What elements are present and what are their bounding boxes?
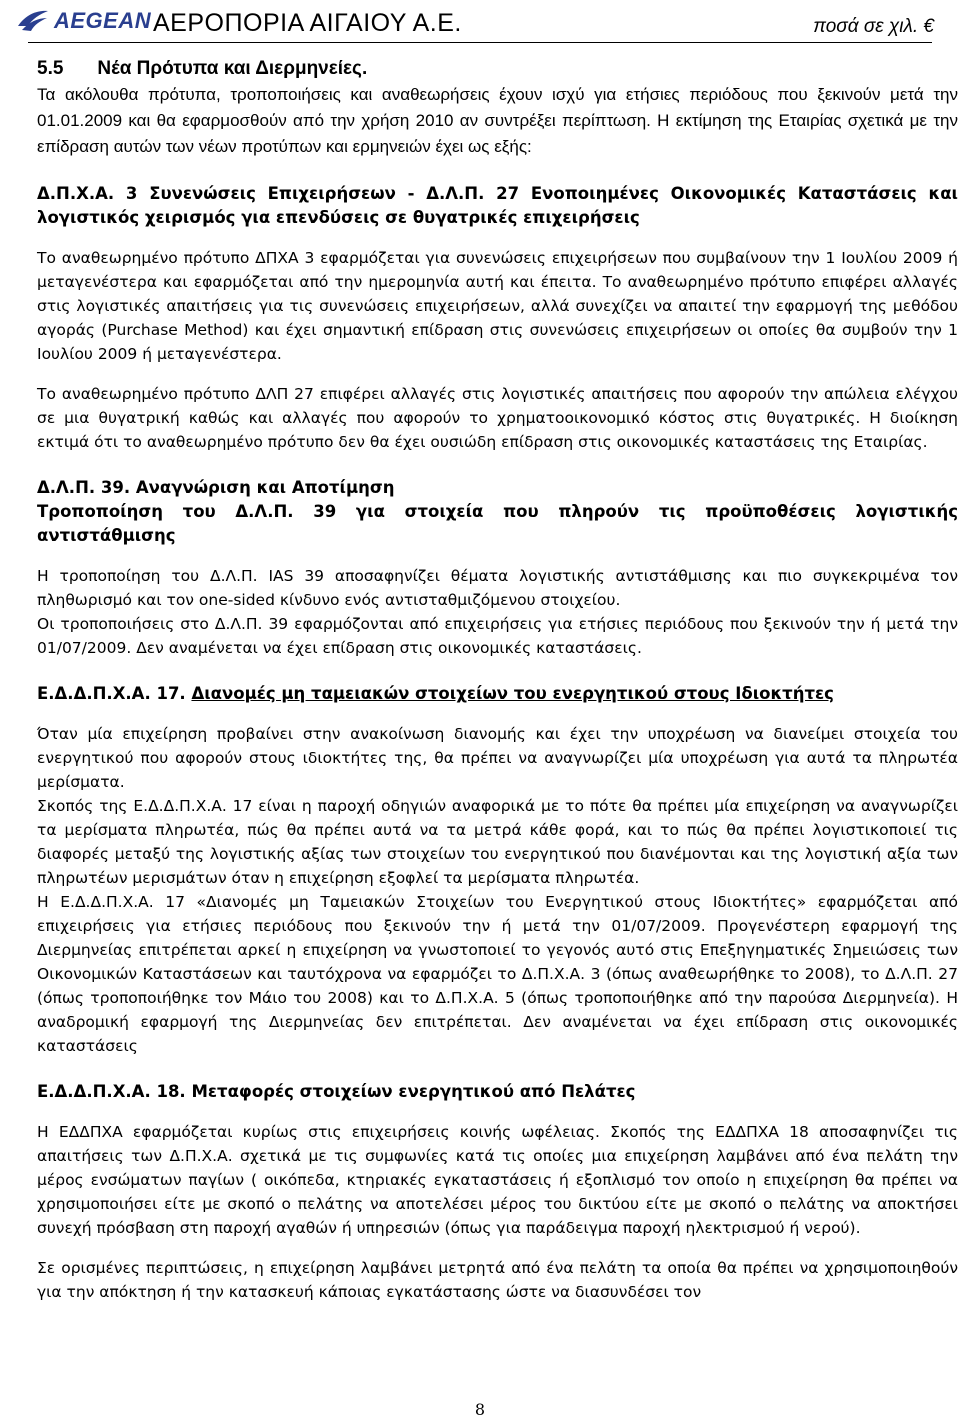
section-heading: Νέα Πρότυπα και Διερμηνείες. bbox=[97, 58, 368, 79]
ias39-paragraph-1: Η τροποποίηση του Δ.Λ.Π. IAS 39 αποσαφηνίζει θέματα λογιστικής αντιστάθμισης και πιο συγκεκριμένα τον πληθωρισμό και τον one-sided κίνδυνο ενός αντισταθμιζόμενου στοιχείου. bbox=[37, 567, 958, 609]
header-rule bbox=[28, 42, 932, 43]
ifric18-heading bbox=[37, 1080, 958, 1104]
company-name: ΑΕΡΟΠΟΡΙΑ ΑΙΓΑΙΟΥ Α.Ε. bbox=[153, 9, 462, 37]
ias39-heading: Δ.Λ.Π. 39. Αναγνώριση και Αποτίμηση bbox=[37, 478, 395, 497]
ifric18-heading-title: Μεταφορές στοιχείων ενεργητικού από Πελάτες bbox=[191, 1082, 636, 1101]
ifric18-heading-prefix: Ε.Δ.Δ.Π.Χ.Α. 18. bbox=[37, 1082, 186, 1101]
section-number: 5.5 bbox=[37, 58, 64, 79]
currency-units: ποσά σε χιλ. € bbox=[813, 16, 934, 37]
ifric18-paragraph-1: Η ΕΔΔΠΧΑ εφαρμόζεται κυρίως στις επιχειρήσεις κοινής ωφέλειας. Σκοπός της ΕΔΔΠΧΑ 18 αποσαφηνίζει τις απαιτήσεις των Δ.Π.Χ.Α. σχετικά με τις συμφωνίες κατά τις οποίες μια επιχείρηση λαμβάνει από ένα πελάτη την μέρος ενσώματων παγίων ( οικόπεδα, κτηριακές εγκαταστάσεις ή εξοπλισμό τον οποίο η επιχείρηση θα πρέπει να χρησιμοποιήσει είτε με σκοπό ο πελάτης να αποτελέσει μέρος του δικτύου είτε με σκοπό ο πελάτης να αποκτήσει συνεχή πρόσβαση στη παροχή αγαθών ή υπηρεσιών (όπως για παράδειγμα παροχή ηλεκτρισμού ή νερού). bbox=[37, 1123, 958, 1237]
logo-text: AEGEAN bbox=[54, 8, 152, 33]
document-body bbox=[37, 56, 958, 1304]
ifrs3-paragraph: Το αναθεωρημένο πρότυπο ΔΠΧΑ 3 εφαρμόζεται για συνενώσεις επιχειρήσεων που συμβαίνουν την 1 Ιουλίου 2009 ή μεταγενέστερα και εφαρμόζεται από την ημερομηνία αυτή και έπειτα. Το αναθεωρημένο πρότυπο επιφέρει αλλαγές στις λογιστικές απαιτήσεις για τις συνενώσεις επιχειρήσεων, αλλά συνεχίζει να απαιτεί την εφαρμογή της μεθόδου αγοράς (Purchase Method) και έχει σημαντική επίδραση στις συνενώσεις επιχειρήσεων οι οποίες θα συμβούν την 1 Ιουλίου 2009 ή μεταγενέστερα. bbox=[37, 249, 958, 363]
ifric17-heading-title: Διανομές μη ταμειακών στοιχείων του ενεργητικού στους Ιδιοκτήτες bbox=[191, 684, 834, 703]
ifric17-paragraph-3: Η Ε.Δ.Δ.Π.Χ.Α. 17 «Διανομές μη Ταμειακών Στοιχείων του Ενεργητικού στους Ιδιοκτήτες» εφαρμόζεται από επιχειρήσεις για ετήσιες περιόδους που ξεκινούν την ή μετά την 01/07/2009. Προγενέστερη εφαρμογή της Διερμηνείας επιτρέπεται αρκεί η επιχείρηση να γνωστοποιεί το γεγονός αυτό στις Επεξηγηματικές Σημειώσεις των Οικονομικών Καταστάσεων και ταυτόχρονα να εφαρμόζει το Δ.Π.Χ.Α. 3 (όπως αναθεωρήθηκε το 2008), το Δ.Λ.Π. 27 (όπως τροποποιήθηκε τον Μάιο του 2008) και το Δ.Π.Χ.Α. 5 (όπως τροποποιήθηκε από την παρούσα Διερμηνεία). Η αναδρομική εφαρμογή της Διερμηνείας δεν επιτρέπεται. Δεν αναμένεται να έχει επίδραση στις οικονομικές καταστάσεις bbox=[37, 893, 958, 1055]
section-intro: Τα ακόλουθα πρότυπα, τροποποιήσεις και αναθεωρήσεις έχουν ισχύ για ετήσιες περιόδους που ξεκινούν μετά την 01.01.2009 και θα εφαρμοσθούν από την χρήση 2010 αν συντρέξει περίπτωση. Η εκτίμηση της Εταιρίας σχετικά με την επίδραση αυτών των νέων προτύπων και ερμηνειών έχει ως εξής: bbox=[37, 85, 958, 156]
ias39-paragraph-2: Οι τροποποιήσεις στο Δ.Λ.Π. 39 εφαρμόζονται από επιχειρήσεις για ετήσιες περιόδους που ξεκινούν την ή μετά την 01/07/2009. Δεν αναμένεται να έχει επίδραση στις οικονομικές καταστάσεις. bbox=[37, 615, 958, 657]
page-number: 8 bbox=[474, 1400, 486, 1419]
ifric17-heading-prefix: Ε.Δ.Δ.Π.Χ.Α. 17. bbox=[37, 684, 186, 703]
ifric17-paragraph-1: Όταν μία επιχείρηση προβαίνει στην ανακοίνωση διανομής και έχει την υποχρέωση να διανείμει στοιχεία του ενεργητικού που αφορούν στους ιδιοκτήτες της, θα πρέπει να αναγνωρίζει μία υποχρέωση για αυτά τα πληρωτέα μερίσματα. bbox=[37, 725, 958, 791]
ifrs3-ias27-heading: Δ.Π.Χ.Α. 3 Συνενώσεις Επιχειρήσεων - Δ.Λ.Π. 27 Ενοποιημένες Οικονομικές Καταστάσεις και λογιστικός χειρισμός για επενδύσεις σε θυγατρικές επιχειρήσεις bbox=[37, 184, 958, 227]
page-header bbox=[0, 0, 960, 50]
ifric17-heading bbox=[37, 682, 958, 706]
section-title bbox=[37, 56, 958, 82]
aegean-bird-icon bbox=[16, 8, 50, 34]
ifric17-paragraph-2: Σκοπός της Ε.Δ.Δ.Π.Χ.Α. 17 είναι η παροχή οδηγιών αναφορικά με το πότε θα πρέπει μία επιχείρηση να αναγνωρίζει τα μερίσματα πληρωτέα, πώς θα πρέπει αυτά να τα μετρά κάθε φορά, και το πώς θα πρέπει λογιστικοποιεί τις διαφορές μεταξύ της λογιστικής αξίας των στοιχείων του ενεργητικού που διανέμονται και της λογιστική αξία των πληρωτέων μερισμάτων όταν η επιχείρηση εξοφλεί τα μερίσματα πληρωτέα. bbox=[37, 797, 958, 887]
aegean-logo bbox=[16, 6, 151, 36]
ias39-subheading: Τροποποίηση του Δ.Λ.Π. 39 για στοιχεία που πληρούν τις προϋποθέσεις λογιστικής αντιστάθμισης bbox=[37, 502, 958, 545]
ifric18-paragraph-2: Σε ορισμένες περιπτώσεις, η επιχείρηση λαμβάνει μετρητά από ένα πελάτη τα οποία θα πρέπει να χρησιμοποιηθούν για την απόκτηση ή την κατασκευή κάποιας εγκατάστασης ώστε να διασυνδέσει τον bbox=[37, 1259, 958, 1301]
ias27-paragraph: Το αναθεωρημένο πρότυπο ΔΛΠ 27 επιφέρει αλλαγές στις λογιστικές απαιτήσεις που αφορούν την απώλεια ελέγχου σε μια θυγατρική καθώς και αλλαγές που αφορούν το χρηματοοικονομικό κόστος στις θυγατρικές. Η διοίκηση εκτιμά ότι το αναθεωρημένο πρότυπο δεν θα έχει ουσιώδη επίδραση στις οικονομικές καταστάσεις της Εταιρίας. bbox=[37, 385, 958, 451]
